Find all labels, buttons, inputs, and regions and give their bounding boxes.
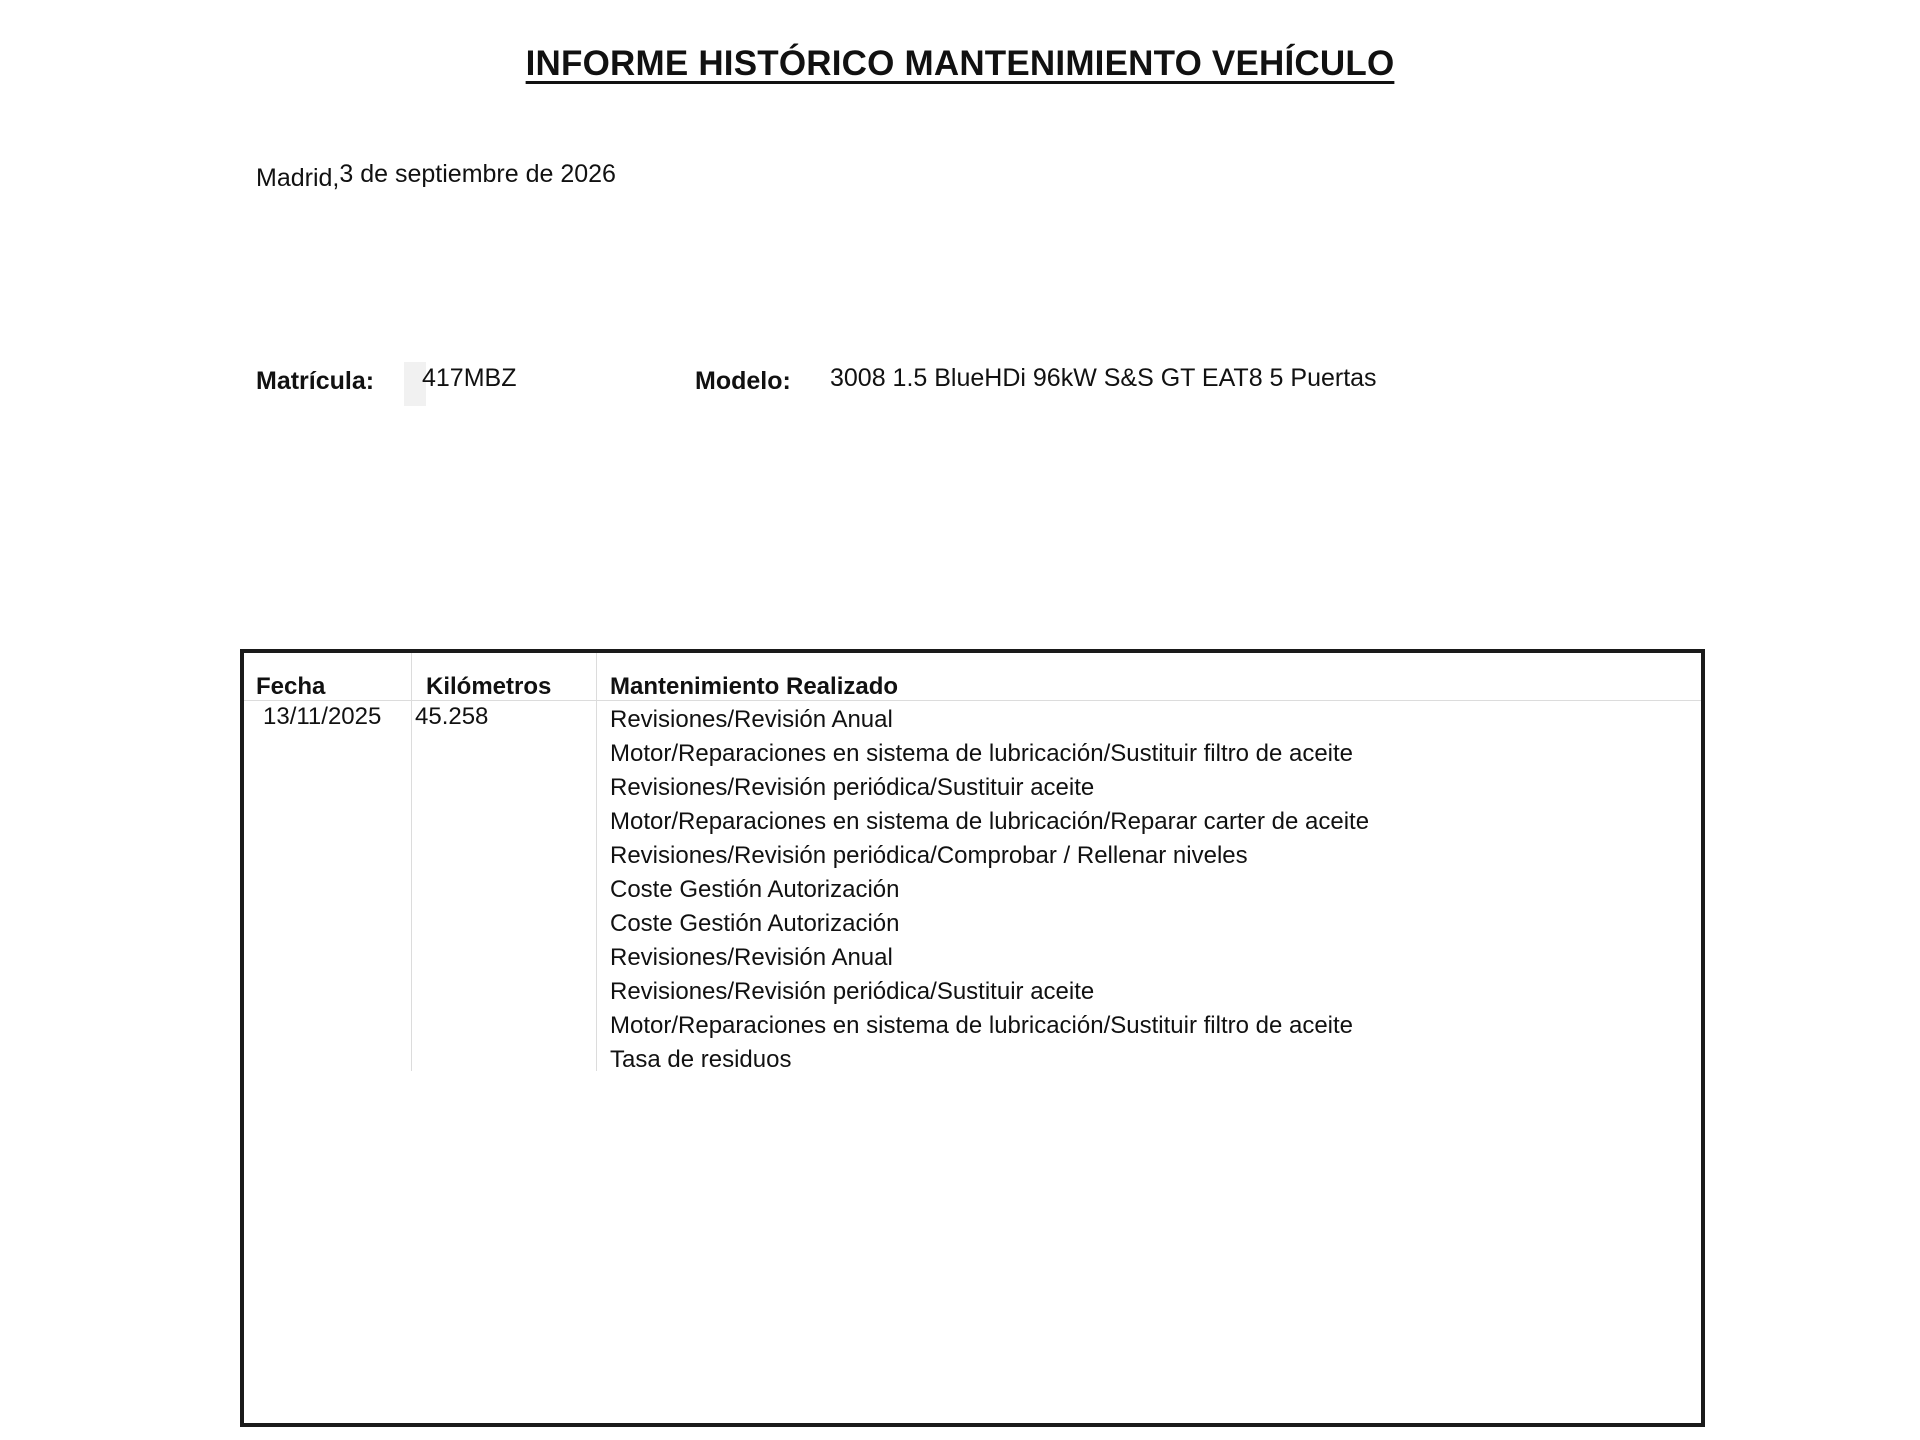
- list-item: Revisiones/Revisión Anual: [610, 706, 893, 733]
- list-item: Motor/Reparaciones en sistema de lubricación/Sustituir filtro de aceite: [610, 1012, 1354, 1039]
- list-item: Motor/Reparaciones en sistema de lubricación/Sustituir filtro de aceite: [610, 740, 1354, 767]
- column-header-maintenance: Mantenimiento Realizado: [610, 673, 899, 700]
- report-city: Madrid,: [256, 164, 340, 192]
- list-item: Revisiones/Revisión periódica/Sustituir aceite: [610, 774, 1095, 801]
- list-item: Coste Gestión Autorización: [610, 910, 900, 937]
- list-item: Coste Gestión Autorización: [610, 876, 900, 903]
- list-item: Tasa de residuos: [610, 1046, 792, 1073]
- column-divider-date: [411, 653, 412, 1071]
- model-label: Modelo:: [695, 367, 791, 395]
- report-date: 3 de septiembre de 2026: [339, 160, 616, 188]
- header-divider: [244, 700, 1701, 701]
- list-item: Motor/Reparaciones en sistema de lubricación/Reparar carter de aceite: [610, 808, 1370, 835]
- list-item: Revisiones/Revisión periódica/Comprobar / Rellenar niveles: [610, 842, 1248, 869]
- plate-label: Matrícula:: [256, 367, 375, 395]
- column-header-date: Fecha: [256, 673, 326, 700]
- report-date-line: [256, 160, 616, 192]
- maintenance-table: [240, 649, 1705, 1427]
- report-title: INFORME HISTÓRICO MANTENIMIENTO VEHÍCULO: [525, 44, 1395, 83]
- maintenance-items-list: [610, 703, 1369, 1077]
- row-date: 13/11/2025: [263, 703, 382, 730]
- row-km: 45.258: [415, 703, 489, 730]
- column-header-km: Kilómetros: [426, 673, 552, 700]
- column-divider-km: [596, 653, 597, 1071]
- list-item: Revisiones/Revisión Anual: [610, 944, 893, 971]
- plate-value: 417MBZ: [422, 364, 517, 392]
- list-item: Revisiones/Revisión periódica/Sustituir aceite: [610, 978, 1095, 1005]
- model-value: 3008 1.5 BlueHDi 96kW S&S GT EAT8 5 Puertas: [830, 364, 1377, 392]
